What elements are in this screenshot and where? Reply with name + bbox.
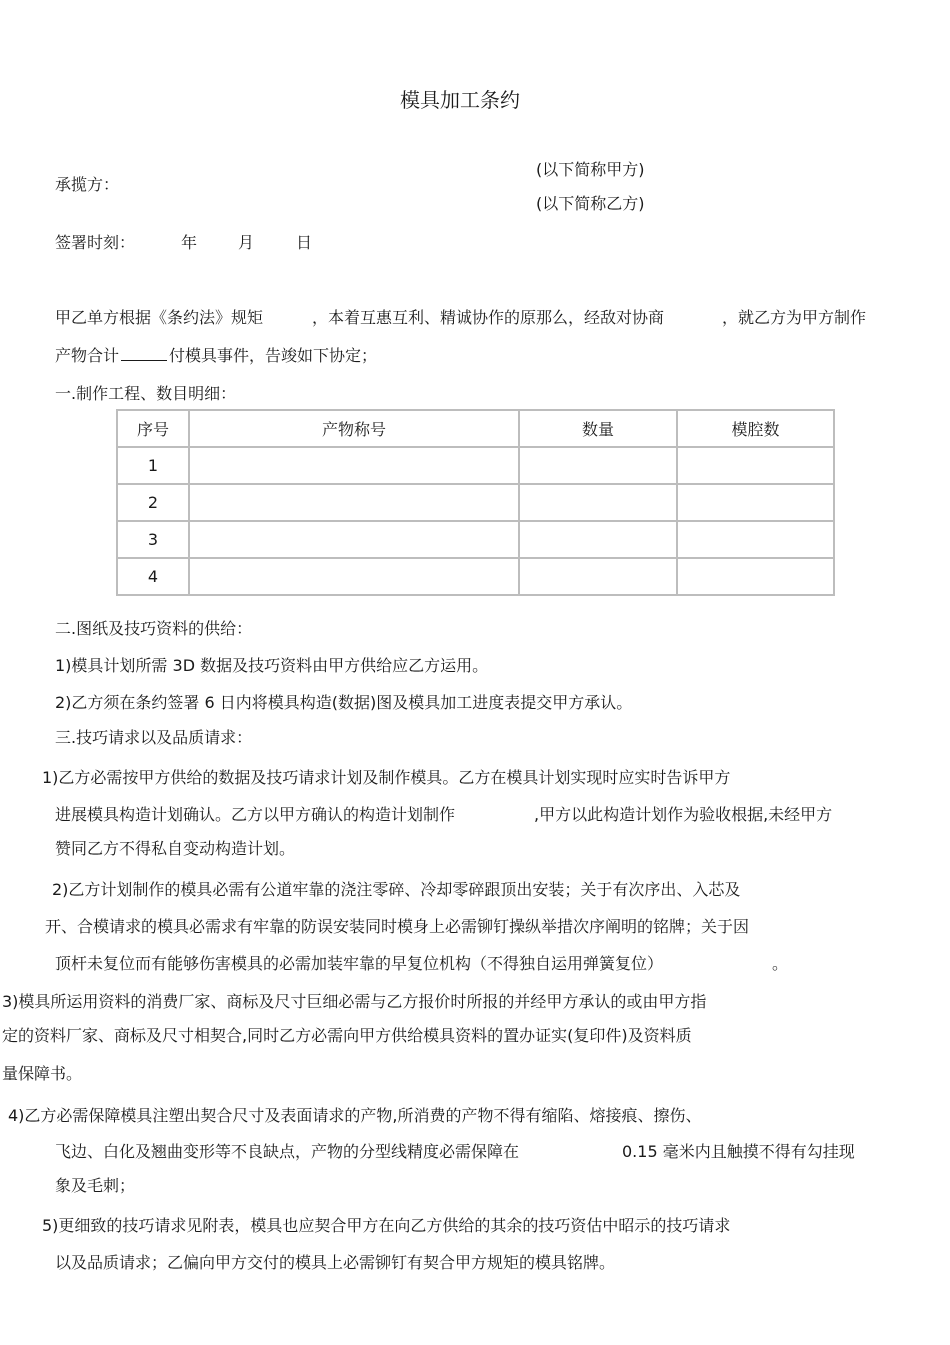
intro-line2 [55, 346, 377, 366]
sign-month: 月 [238, 233, 255, 252]
section-3-item-1-line-3: 赞同乙方不得私自变动构造计划。 [55, 839, 296, 858]
row-quantity [519, 484, 677, 521]
row-quantity [519, 447, 677, 484]
section-2-item-1: 1)模具计划所需 3D 数据及技巧资料由甲方供给应乙方运用。 [55, 656, 489, 675]
row-product-name [189, 447, 519, 484]
table-header-row [117, 410, 834, 447]
section-3-item-3-line-2: 定的资料厂家、商标及尺寸相契合,同时乙方必需向甲方供给模具资料的置办证实(复印件)及资料质 [2, 1026, 692, 1045]
section-3-item-3-line-1: 3)模具所运用资料的消费厂家、商标及尺寸巨细必需与乙方报价时所报的并经甲方承认的或由甲方指 [2, 992, 707, 1011]
sign-date-label: 签署时刻： [55, 233, 136, 252]
section-3-item-4-line-2a: 飞边、白化及翘曲变形等不良缺点，产物的分型线精度必需保障在 [55, 1142, 520, 1161]
sign-year: 年 [181, 233, 198, 252]
section-3-heading: 三.技巧请求以及品质请求： [55, 728, 253, 747]
intro-line2-a: 产物合计 [55, 346, 120, 365]
intro-line1-a: 甲乙单方根据《条约法》规矩 [55, 308, 264, 327]
row-cavity-count [677, 558, 834, 595]
section-3-item-1-line-2b: ,甲方以此构造计划作为验收根据,未经甲方 [534, 805, 833, 824]
items-table [116, 409, 835, 596]
intro-line1-c: ，就乙方为甲方制作 [722, 308, 867, 327]
row-product-name [189, 558, 519, 595]
row-index: 1 [117, 447, 189, 484]
sign-day: 日 [296, 233, 313, 252]
header-quantity: 数量 [519, 410, 677, 447]
party-b-note: (以下简称乙方) [536, 194, 645, 213]
table-row [117, 484, 834, 521]
section-2-heading: 二.图纸及技巧资料的供给： [55, 619, 253, 638]
party-a-note: (以下简称甲方) [536, 160, 645, 179]
intro-line2-b: 付模具事件，告竣如下协定； [169, 346, 378, 365]
section-3-item-4-line-1: 4)乙方必需保障模具注塑出契合尺寸及表面请求的产物,所消费的产物不得有缩陷、熔接痕、擦伤、 [8, 1106, 702, 1125]
table-row [117, 447, 834, 484]
table-row [117, 558, 834, 595]
row-quantity [519, 521, 677, 558]
party-label: 承揽方： [55, 175, 120, 194]
row-product-name [189, 521, 519, 558]
row-quantity [519, 558, 677, 595]
header-cavity-count: 模腔数 [677, 410, 834, 447]
section-3-item-2-line-1: 2)乙方计划制作的模具必需有公道牢靠的浇注零碎、冷却零碎跟顶出安装；关于有次序出、入芯及 [52, 880, 741, 899]
section-3-item-1-line-2a: 进展模具构造计划确认。乙方以甲方确认的构造计划制作 [55, 805, 456, 824]
section-3-item-5-line-2: 以及品质请求；乙偏向甲方交付的模具上必需铆钉有契合甲方规矩的模具铭牌。 [55, 1253, 616, 1272]
section-3-item-3-line-3: 量保障书。 [2, 1064, 83, 1083]
row-index: 4 [117, 558, 189, 595]
section-3-item-1-line-1: 1)乙方必需按甲方供给的数据及技巧请求计划及制作模具。乙方在模具计划实现时应实时告诉甲方 [42, 768, 731, 787]
section-2-item-2: 2)乙方须在条约签署 6 日内将模具构造(数据)图及模具加工进度表提交甲方承认。 [55, 693, 633, 712]
header-product-name: 产物称号 [189, 410, 519, 447]
section-1-heading: 一.制作工程、数目明细： [55, 384, 237, 403]
section-3-item-2-line-3: 顶杆未复位而有能够伤害模具的必需加装牢靠的早复位机构（不得独自运用弹簧复位） [55, 954, 664, 973]
header-index: 序号 [117, 410, 189, 447]
page-title: 模具加工条约 [400, 88, 520, 112]
row-cavity-count [677, 521, 834, 558]
section-3-item-2-line-2: 开、合模请求的模具必需求有牢靠的防误安装同时模身上必需铆钉操纵举措次序阐明的铭牌；关于因 [45, 917, 750, 936]
row-product-name [189, 484, 519, 521]
quantity-blank [121, 346, 167, 361]
row-index: 3 [117, 521, 189, 558]
section-3-item-5-line-1: 5)更细致的技巧请求见附表，模具也应契合甲方在向乙方供给的其余的技巧资估中昭示的技巧请求 [42, 1216, 731, 1235]
table-row [117, 521, 834, 558]
intro-line1-b: ，本着互惠互利、精诚协作的原那么，经敌对协商 [312, 308, 665, 327]
row-cavity-count [677, 484, 834, 521]
section-3-item-2-end: 。 [772, 954, 789, 973]
row-index: 2 [117, 484, 189, 521]
row-cavity-count [677, 447, 834, 484]
section-3-item-4-line-3: 象及毛刺； [55, 1176, 136, 1195]
section-3-item-4-line-2b: 0.15 毫米内且触摸不得有勾挂现 [622, 1142, 855, 1161]
